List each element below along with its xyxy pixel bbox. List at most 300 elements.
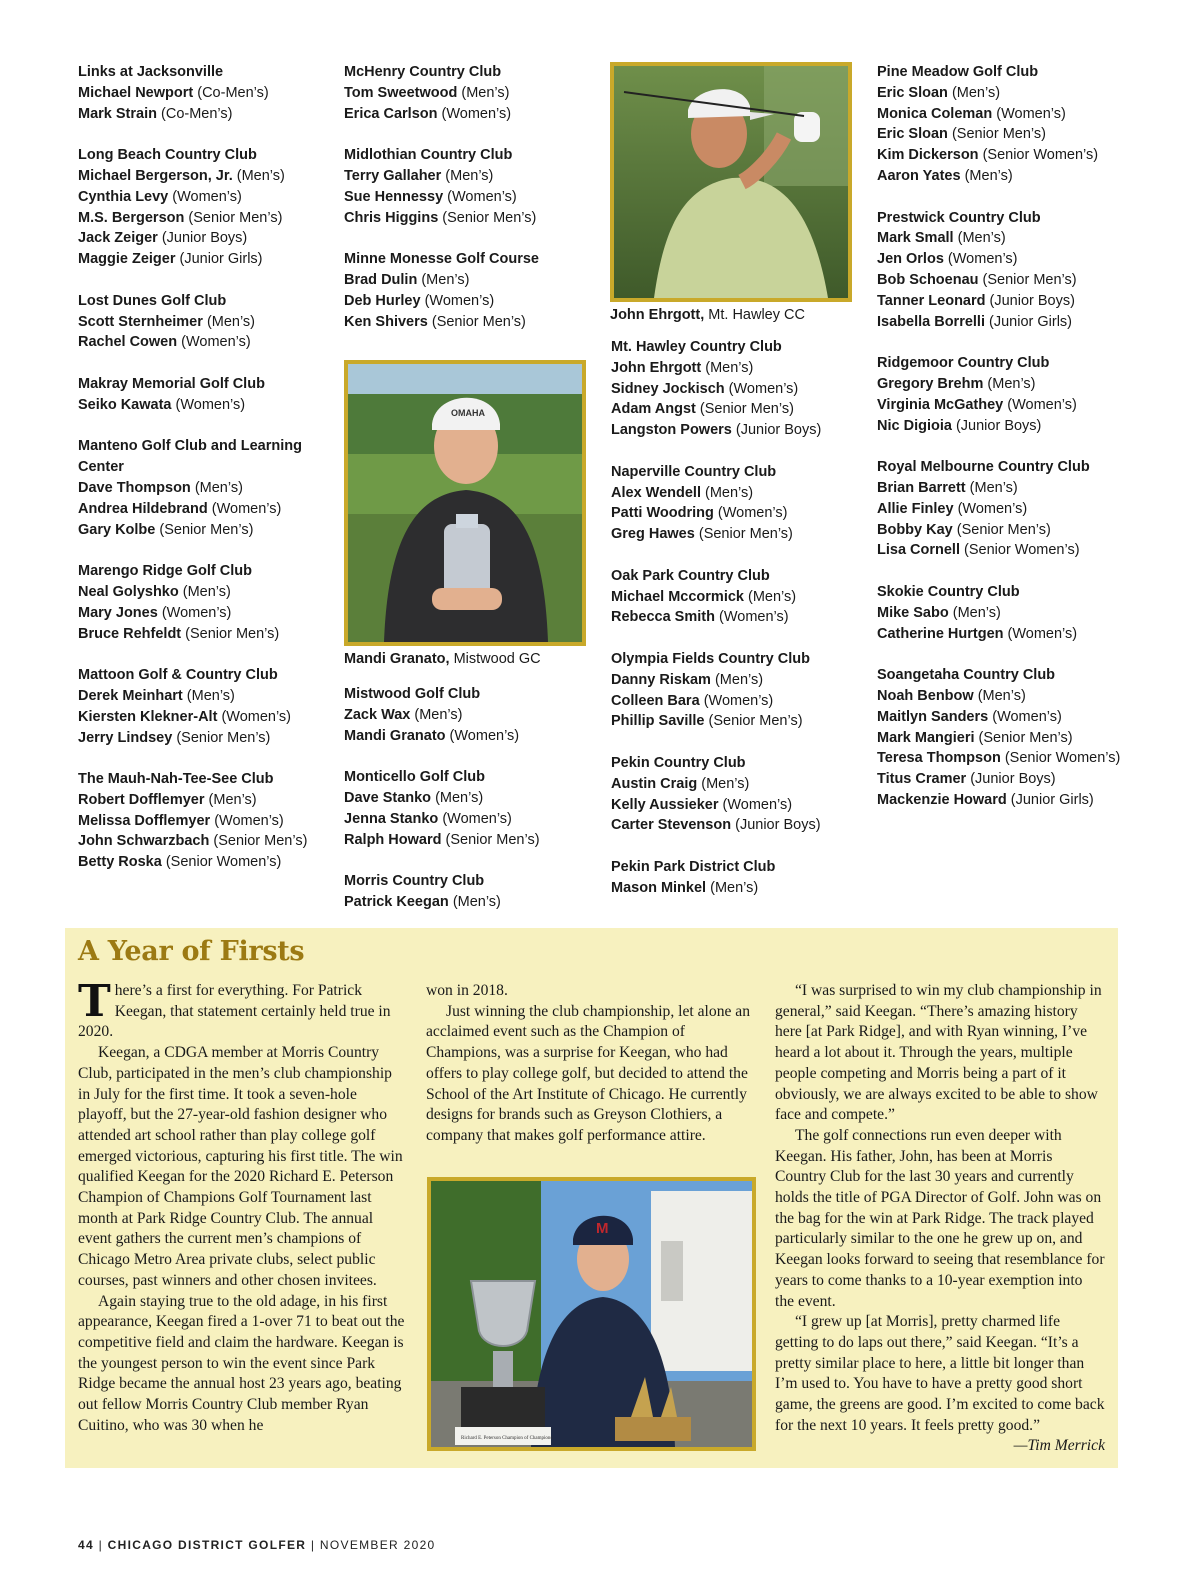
champion-division: (Women’s) (424, 292, 495, 309)
champion-name: Mark Strain (78, 105, 157, 122)
champion-name: Neal Golyshko (78, 583, 179, 600)
club-name: Pine Meadow Golf Club (877, 64, 1039, 80)
club-name: Mistwood Golf Club (344, 686, 481, 702)
champion-entry (78, 478, 338, 499)
champion-entry (78, 104, 338, 125)
club-listing (344, 62, 604, 124)
club-listing (78, 145, 338, 270)
champion-name: Mandi Granato (344, 727, 446, 744)
champion-entry (877, 748, 1137, 769)
champion-division: (Men’s) (987, 375, 1036, 392)
champion-name: Ken Shivers (344, 313, 428, 330)
champion-division: (Junior Girls) (1010, 791, 1094, 808)
champion-division: (Women’s) (947, 251, 1018, 268)
champion-entry (877, 603, 1137, 624)
champion-entry (78, 707, 338, 728)
club-name: Soangetaha Country Club (877, 667, 1056, 684)
champion-name: Bruce Rehfeldt (78, 625, 182, 642)
champion-name: Dave Stanko (344, 789, 432, 806)
club-listing (344, 871, 604, 913)
champion-entry (877, 104, 1137, 125)
champion-name: Jack Zeiger (78, 230, 158, 247)
champion-name: Andrea Hildebrand (78, 500, 208, 517)
champion-name: Titus Cramer (877, 771, 967, 788)
champion-division: (Senior Women’s) (964, 542, 1080, 559)
champion-name: Rebecca Smith (611, 609, 715, 626)
champion-division: (Men’s) (421, 271, 470, 288)
john-ehrgott-photo (610, 62, 852, 302)
club-listing (78, 62, 338, 124)
caption-name: Mandi Granato, (344, 651, 450, 667)
champion-name: Monica Coleman (877, 105, 993, 122)
champion-division: (Women’s) (447, 188, 517, 205)
champion-division: (Junior Boys) (161, 230, 248, 247)
champion-name: Adam Angst (611, 401, 696, 418)
feature-title: A Year of Firsts (78, 936, 305, 967)
club-listing (78, 436, 338, 540)
champion-division: (Women’s) (214, 812, 284, 829)
champion-division: (Senior Women’s) (1004, 750, 1121, 767)
champion-entry (877, 478, 1137, 499)
champion-entry (877, 124, 1137, 145)
champion-division: (Women’s) (161, 604, 232, 621)
champion-entry (78, 811, 338, 832)
club-name: Links at Jacksonville (78, 64, 224, 80)
champion-name: Scott Sternheimer (78, 313, 203, 330)
page-footer (78, 1538, 436, 1552)
club-name: Oak Park Country Club (611, 567, 770, 584)
champion-name: Erica Carlson (344, 105, 438, 122)
champion-name: Jerry Lindsey (78, 729, 173, 746)
club-name: McHenry Country Club (344, 64, 502, 80)
champion-entry (78, 790, 338, 811)
champion-name: Jenna Stanko (344, 810, 439, 827)
champion-entry (877, 312, 1137, 333)
feature-paragraph: Keegan, a CDGA member at Morris Country Club, participated in the men’s club championship in July for the first time. It took a seven-hole playoff, but the 27-year-old fashion designer who attended art school rather than play college golf emerged victorious, capturing his first title. The win qualified Keegan for the 2020 Richard E. Peterson Champion of Champions Golf Tournament last month at Park Ridge Country Club. The annual event gathers the current men’s champions of Chicago Metro Area private clubs, select public courses, past winners and other chosen invitees. (78, 1044, 403, 1289)
feature-paragraph: won in 2018. (426, 982, 508, 999)
champion-entry (78, 520, 338, 541)
caption-club: Mt. Hawley CC (708, 307, 805, 323)
champion-division: (Junior Boys) (955, 417, 1042, 434)
issue-date: NOVEMBER 2020 (319, 1538, 436, 1552)
champion-entry (877, 374, 1137, 395)
club-listing (78, 665, 338, 748)
feature-column-1 (78, 976, 405, 1436)
champion-division: (Junior Boys) (989, 292, 1075, 309)
club-listing (611, 337, 871, 441)
champion-entry (78, 728, 338, 749)
listing-column-4 (877, 62, 1137, 831)
champion-division: (Senior Men’s) (699, 401, 794, 418)
champion-entry (877, 686, 1137, 707)
champion-division: (Senior Men’s) (188, 209, 283, 226)
champion-entry (344, 726, 604, 747)
champion-division: (Junior Boys) (735, 422, 822, 439)
champion-name: Brad Dulin (344, 271, 418, 288)
champion-name: Gary Kolbe (78, 521, 156, 538)
champion-division: (Women’s) (722, 796, 793, 813)
champion-name: Langston Powers (611, 422, 732, 439)
champion-division: (Co-Men’s) (161, 105, 233, 122)
champion-entry (611, 795, 871, 816)
champion-division: (Women’s) (181, 334, 251, 351)
club-listing (344, 249, 604, 332)
champion-name: Tom Sweetwood (344, 84, 458, 101)
feature-paragraph: Again staying true to the old adage, in his first appearance, Keegan fired a 1-over 71 to beat out the competitive field and claim the hardware. Keegan is the youngest person to win the event since Park Ridge became the annual host 23 years ago, beating out fellow Morris Country Club member Ryan Cuitino, who was 30 when he (78, 1292, 405, 1434)
champion-name: Carter Stevenson (611, 817, 732, 834)
champion-entry (344, 830, 604, 851)
champion-division: (Men’s) (435, 789, 484, 806)
champion-name: Maggie Zeiger (78, 251, 176, 268)
club-name: Royal Melbourne Country Club (877, 459, 1090, 476)
champion-division: (Senior Men’s) (956, 521, 1051, 538)
champion-division: (Women’s) (221, 708, 291, 725)
club-listing (877, 62, 1137, 187)
champion-division: (Men’s) (236, 167, 285, 184)
champion-entry (78, 187, 338, 208)
feature-paragraph: “I was surprised to win my club championship in general,” said Keegan. “There’s amazing history here [at Park Ridge], and with Ryan winning, I’ve heard a lot about it. Through the years, multiple people competing and Morris being a part of it obviously, we are always excited to be able to show face and compete.” (775, 982, 1102, 1124)
champion-entry (877, 291, 1137, 312)
champion-entry (877, 166, 1137, 187)
champion-division: (Women’s) (442, 810, 512, 827)
footer-separator: | (98, 1538, 104, 1552)
trophy-plaque-text: Richard E. Peterson Champion of Champions (461, 1436, 553, 1441)
champion-entry (344, 270, 604, 291)
champion-division: (Men’s) (705, 484, 754, 501)
champion-name: Melissa Dofflemyer (78, 812, 211, 829)
champion-division: (Senior Men’s) (431, 313, 526, 330)
champion-entry (611, 379, 871, 400)
champion-division: (Senior Men’s) (698, 526, 793, 543)
club-listing (344, 145, 604, 228)
club-name: Pekin Park District Club (611, 858, 776, 875)
champion-entry (611, 691, 871, 712)
champion-entry (611, 587, 871, 608)
champion-name: Maitlyn Sanders (877, 708, 989, 725)
champion-division: (Men’s) (957, 230, 1006, 247)
club-name: Minne Monesse Golf Course (344, 251, 539, 268)
feature-paragraph: The golf connections run even deeper with Keegan. His father, John, has been at Morris Country Club for the last 30 years and currently holds the title of PGA Director of Golf. John was on the bag for the win at Park Ridge. The track played particularly similar to the one he grew up on, and Keegan looks forward to seeing that resemblance for years to come thanks to a 10-year exemption into the event. (775, 1126, 1105, 1310)
champion-division: (Men’s) (710, 879, 759, 896)
champion-name: Zack Wax (344, 706, 411, 723)
champion-division: (Men’s) (701, 775, 750, 792)
champion-entry (78, 332, 338, 353)
champion-entry (78, 499, 338, 520)
club-listing (78, 291, 338, 353)
club-name: Skokie Country Club (877, 583, 1020, 600)
magazine-name: CHICAGO DISTRICT GOLFER (107, 1538, 307, 1552)
champion-entry (78, 228, 338, 249)
club-listing (344, 767, 604, 850)
champion-division: (Women’s) (996, 105, 1066, 122)
champion-entry (611, 358, 871, 379)
champion-entry (344, 83, 604, 104)
champion-name: Derek Meinhart (78, 687, 183, 704)
champion-entry (78, 208, 338, 229)
champion-entry (78, 166, 338, 187)
champion-entry (78, 831, 338, 852)
feature-paragraph: “I grew up [at Morris], pretty charmed life getting to do laps out there,” said Keegan. “It’s a pretty similar place to here, a little bit longer than I’m used to. You have to have a pretty good short game, the greens are good. I’m excited to come back for the next 10 years. It feels pretty good.” (775, 1313, 1105, 1434)
champion-name: Catherine Hurtgen (877, 625, 1004, 642)
champion-division: (Men’s) (977, 687, 1026, 704)
champion-entry (877, 499, 1137, 520)
club-name: The Mauh-Nah-Tee-See Club (78, 771, 274, 788)
champion-entry (78, 582, 338, 603)
champion-entry (78, 686, 338, 707)
champion-name: Mackenzie Howard (877, 791, 1007, 808)
champion-name: Kim Dickerson (877, 147, 979, 164)
champion-division: (Women’s) (1007, 396, 1077, 413)
feature-box (65, 928, 1118, 1468)
champion-entry (611, 483, 871, 504)
club-name: Olympia Fields Country Club (611, 650, 810, 667)
champion-name: Rachel Cowen (78, 334, 178, 351)
club-name: Mattoon Golf & Country Club (78, 667, 278, 684)
champion-name: Robert Dofflemyer (78, 791, 205, 808)
champion-entry (344, 291, 604, 312)
champion-division: (Men’s) (208, 791, 257, 808)
club-name: Monticello Golf Club (344, 769, 485, 786)
champion-name: Mark Small (877, 230, 954, 247)
champion-entry (611, 524, 871, 545)
champion-name: Mason Minkel (611, 879, 707, 896)
champion-division: (Senior Men’s) (982, 271, 1077, 288)
champion-entry (877, 270, 1137, 291)
champion-entry (344, 809, 604, 830)
champion-division: (Men’s) (182, 583, 231, 600)
champion-name: Ralph Howard (344, 831, 442, 848)
champion-name: Noah Benbow (877, 687, 974, 704)
champion-name: Phillip Saville (611, 713, 705, 730)
footer-separator: | (310, 1538, 316, 1552)
champion-division: (Women’s) (211, 500, 282, 517)
champion-name: Brian Barrett (877, 479, 966, 496)
champion-name: Mary Jones (78, 604, 158, 621)
club-listing (877, 665, 1137, 811)
champion-name: Lisa Cornell (877, 542, 960, 559)
champion-name: Tanner Leonard (877, 292, 986, 309)
mandi-granato-caption (344, 649, 541, 669)
champion-name: John Schwarzbach (78, 833, 210, 850)
champion-name: Virginia McGathey (877, 396, 1004, 413)
golfer-swing-illustration (614, 66, 848, 298)
champion-name: John Ehrgott (611, 359, 702, 376)
champion-entry (877, 228, 1137, 249)
champion-entry (877, 249, 1137, 270)
champion-entry (877, 540, 1137, 561)
club-listing (611, 462, 871, 545)
listing-column-2 (344, 62, 604, 353)
champion-entry (611, 503, 871, 524)
champion-entry (877, 728, 1137, 749)
champion-division: (Women’s) (175, 396, 246, 413)
champion-name: Kelly Aussieker (611, 796, 719, 813)
listing-column-2b (344, 684, 604, 934)
golfer-trophy-illustration (348, 364, 582, 642)
club-listing (611, 649, 871, 732)
caption-club: Mistwood GC (453, 651, 541, 667)
feature-column-3 (775, 981, 1105, 1457)
champion-entry (78, 603, 338, 624)
champion-entry (877, 707, 1137, 728)
feature-column-2 (426, 981, 757, 1147)
club-listing (611, 566, 871, 628)
caption-name: John Ehrgott, (610, 307, 705, 323)
champion-division: (Junior Girls) (179, 251, 263, 268)
champion-division: (Senior Women’s) (982, 147, 1099, 164)
club-name: Morris Country Club (344, 873, 485, 890)
john-ehrgott-caption (610, 305, 805, 325)
drop-cap: T (78, 976, 111, 1027)
club-listing (78, 374, 338, 416)
champion-name: Cynthia Levy (78, 188, 169, 205)
champion-entry (344, 892, 604, 913)
champion-division: (Senior Men’s) (978, 729, 1073, 746)
page-number: 44 (78, 1538, 94, 1552)
club-name: Manteno Golf Club and Learning Center (78, 438, 302, 476)
club-name: Midlothian Country Club (344, 147, 513, 164)
champion-entry (877, 145, 1137, 166)
club-name: Lost Dunes Golf Club (78, 292, 227, 309)
champion-division: (Co-Men’s) (197, 84, 269, 101)
champion-entry (344, 187, 604, 208)
champion-name: Seiko Kawata (78, 396, 172, 413)
champion-entry (877, 790, 1137, 811)
club-name: Mt. Hawley Country Club (611, 339, 782, 355)
champion-division: (Senior Men’s) (176, 729, 271, 746)
champion-entry (344, 104, 604, 125)
champion-division: (Men’s) (714, 671, 764, 688)
champion-division: (Women’s) (172, 188, 242, 205)
champion-division: (Women’s) (1007, 625, 1078, 642)
champion-name: Eric Sloan (877, 126, 948, 143)
champion-division: (Senior Women’s) (165, 854, 282, 871)
hat-logo-text: OMAHA (451, 408, 485, 418)
champion-division: (Men’s) (186, 687, 235, 704)
champion-name: Austin Craig (611, 775, 698, 792)
champion-name: Bobby Kay (877, 521, 953, 538)
champion-name: Patti Woodring (611, 505, 714, 522)
champion-entry (877, 769, 1137, 790)
club-listing (877, 353, 1137, 436)
club-listing (344, 684, 604, 746)
byline: —Tim Merrick (1013, 1437, 1105, 1455)
champion-name: Patrick Keegan (344, 893, 449, 910)
champion-entry (611, 420, 871, 441)
champion-name: Eric Sloan (877, 84, 948, 101)
champion-division: (Men’s) (194, 479, 243, 496)
champion-division: (Women’s) (992, 708, 1062, 725)
champion-name: Betty Roska (78, 854, 162, 871)
club-name: Pekin Country Club (611, 754, 746, 771)
champion-division: (Junior Boys) (970, 771, 1056, 788)
champion-entry (78, 312, 338, 333)
keegan-trophy-photo (427, 1177, 756, 1451)
champion-name: Aaron Yates (877, 167, 961, 184)
champion-division: (Men’s) (705, 359, 754, 376)
listing-column-1 (78, 62, 338, 894)
champion-name: Sidney Jockisch (611, 380, 725, 397)
champion-division: (Senior Men’s) (159, 521, 254, 538)
champion-division: (Men’s) (951, 84, 1001, 101)
champion-entry (611, 670, 871, 691)
champion-division: (Senior Men’s) (185, 625, 280, 642)
champion-entry (78, 852, 338, 873)
champion-entry (877, 416, 1137, 437)
club-listing (611, 753, 871, 836)
champion-division: (Men’s) (964, 167, 1013, 184)
champion-entry (78, 395, 338, 416)
champion-division: (Senior Men’s) (213, 833, 308, 850)
champion-division: (Women’s) (719, 609, 789, 626)
feature-paragraph: Just winning the club championship, let alone an acclaimed event such as the Champion of Champions, was a surprise for Keegan, who had offers to play college golf, but decided to attend the School of the Art Institute of Chicago. He currently designs for brands such as Greyson Clothiers, a company that makes golf performance attire. (426, 1002, 751, 1144)
listing-column-3 (611, 337, 871, 919)
champion-entry (611, 774, 871, 795)
mandi-granato-photo (344, 360, 586, 646)
champion-entry (877, 83, 1137, 104)
club-name: Makray Memorial Golf Club (78, 375, 265, 392)
champion-name: Mike Sabo (877, 604, 949, 621)
champion-name: Teresa Thompson (877, 750, 1001, 767)
champion-division: (Men’s) (445, 167, 494, 184)
champion-entry (877, 624, 1137, 645)
champion-name: Mark Mangieri (877, 729, 975, 746)
champion-entry (877, 395, 1137, 416)
champion-name: Greg Hawes (611, 526, 695, 543)
champion-name: Michael Mccormick (611, 588, 744, 605)
champion-name: M.S. Bergerson (78, 209, 185, 226)
club-name: Naperville Country Club (611, 463, 777, 480)
champion-entry (611, 815, 871, 836)
club-name: Long Beach Country Club (78, 147, 257, 164)
champion-entry (611, 607, 871, 628)
champion-division: (Men’s) (206, 313, 256, 330)
champion-division: (Women’s) (717, 505, 788, 522)
champion-entry (344, 166, 604, 187)
champion-name: Dave Thompson (78, 479, 191, 496)
club-listing (877, 208, 1137, 333)
champion-name: Michael Newport (78, 84, 194, 101)
champion-division: (Senior Men’s) (442, 209, 537, 226)
champion-division: (Women’s) (728, 380, 799, 397)
champion-entry (611, 711, 871, 732)
club-listing (611, 857, 871, 899)
champion-entry (78, 624, 338, 645)
champion-division: (Women’s) (449, 727, 520, 744)
champion-name: Michael Bergerson, Jr. (78, 167, 233, 184)
champion-entry (611, 878, 871, 899)
champion-division: (Men’s) (952, 604, 1001, 621)
champion-division: (Men’s) (748, 588, 797, 605)
champion-entry (344, 788, 604, 809)
champion-name: Bob Schoenau (877, 271, 979, 288)
champion-name: Chris Higgins (344, 209, 439, 226)
champion-division: (Senior Men’s) (445, 831, 540, 848)
champion-name: Allie Finley (877, 500, 954, 517)
club-name: Marengo Ridge Golf Club (78, 563, 252, 580)
champion-name: Gregory Brehm (877, 375, 984, 392)
champion-name: Nic Digioia (877, 417, 952, 434)
champion-division: (Senior Men’s) (708, 713, 803, 730)
champion-name: Deb Hurley (344, 292, 421, 309)
champion-entry (78, 249, 338, 270)
champion-division: (Men’s) (452, 893, 501, 910)
champion-trophy-illustration (431, 1181, 752, 1447)
champion-name: Colleen Bara (611, 692, 700, 709)
champion-division: (Women’s) (957, 500, 1028, 517)
cap-logo-text: M (596, 1220, 609, 1237)
champion-name: Jen Orlos (877, 251, 944, 268)
